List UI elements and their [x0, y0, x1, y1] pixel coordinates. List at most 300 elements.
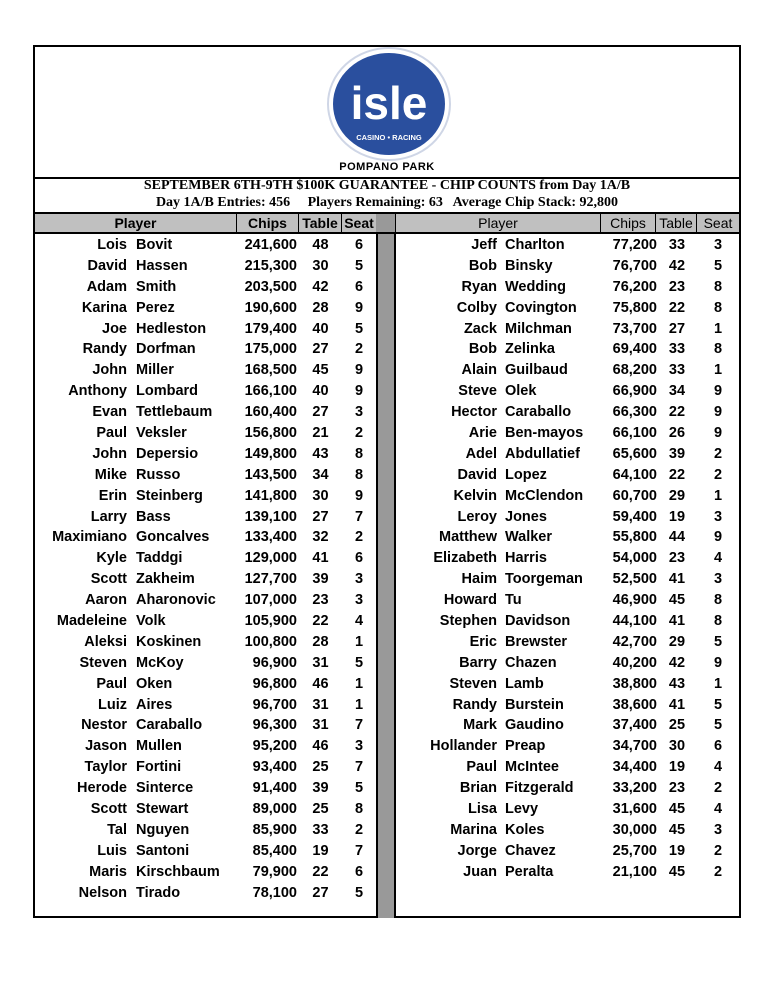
table-number: 39: [312, 780, 329, 797]
seat-number: 9: [354, 299, 364, 316]
chip-count: 105,900: [244, 613, 297, 630]
col-spacer: [376, 214, 396, 232]
player-row: [35, 885, 376, 906]
seat-number: 3: [713, 821, 723, 838]
player-last-name: Lamb: [505, 675, 544, 692]
chip-count: 168,500: [244, 362, 297, 379]
seat-number: 7: [354, 717, 364, 734]
table-number: 45: [668, 821, 686, 838]
table-number: 41: [668, 696, 686, 713]
chip-count: 54,000: [612, 550, 657, 567]
player-last-name: Koles: [505, 821, 545, 838]
table-number: 22: [668, 404, 686, 421]
player-last-name: Taddgi: [136, 550, 183, 567]
player-row: [35, 655, 376, 676]
table-number: 44: [668, 529, 686, 546]
chip-count: 76,200: [612, 278, 657, 295]
player-first-name: Steve: [458, 383, 497, 400]
table-number: 45: [668, 592, 686, 609]
player-first-name: Jorge: [457, 842, 497, 859]
table-number: 33: [668, 237, 686, 253]
seat-number: 5: [713, 257, 723, 274]
seat-number: 9: [354, 383, 364, 400]
player-first-name: Hollander: [430, 738, 497, 755]
player-first-name: Randy: [452, 696, 497, 713]
player-last-name: Aires: [136, 696, 173, 713]
chip-count: 107,000: [244, 592, 297, 609]
player-last-name: Nguyen: [136, 821, 190, 838]
right-header-row: [376, 212, 739, 234]
player-first-name: Luis: [97, 842, 127, 859]
seat-number: 2: [713, 842, 723, 859]
table-number: 48: [312, 237, 329, 253]
seat-number: 8: [713, 299, 723, 316]
player-last-name: Koskinen: [136, 633, 202, 650]
table-number: 46: [312, 675, 329, 692]
player-last-name: Binsky: [505, 257, 553, 274]
player-row: [396, 738, 739, 759]
table-number: 27: [668, 320, 686, 337]
table-number: 27: [312, 508, 329, 525]
player-last-name: Gaudino: [505, 717, 564, 734]
seat-number: 2: [713, 780, 723, 797]
chip-count: 66,100: [612, 425, 657, 442]
player-first-name: Leroy: [457, 508, 497, 525]
chip-count: 38,600: [612, 696, 657, 713]
player-row: [396, 634, 739, 655]
player-first-name: Joe: [102, 320, 127, 337]
col-chips: Chips: [237, 214, 299, 232]
player-row: [396, 279, 739, 300]
player-first-name: Scott: [90, 801, 127, 818]
player-row: [35, 383, 376, 404]
player-last-name: Bass: [136, 508, 171, 525]
player-first-name: Erin: [98, 487, 127, 504]
seat-number: 2: [713, 445, 723, 462]
table-number: 42: [312, 278, 329, 295]
player-first-name: Bob: [468, 341, 497, 358]
player-row: [35, 676, 376, 697]
col-player-right: Player: [396, 214, 601, 232]
table-number: 34: [668, 383, 686, 400]
table-number: 23: [668, 278, 686, 295]
seat-number: 5: [713, 696, 723, 713]
seat-number: 1: [713, 487, 723, 504]
seat-number: 7: [354, 508, 364, 525]
table-number: 22: [312, 863, 329, 880]
chip-count: 156,800: [244, 425, 297, 442]
seat-number: 9: [713, 383, 723, 400]
player-first-name: Brian: [459, 780, 497, 797]
table-number: 26: [668, 425, 686, 442]
player-first-name: Haim: [461, 571, 497, 588]
seat-number: 9: [713, 529, 723, 546]
chip-count: 46,900: [612, 592, 657, 609]
table-number: 19: [668, 842, 686, 859]
player-row: [35, 592, 376, 613]
table-number: 33: [312, 821, 329, 838]
player-last-name: Harris: [505, 550, 547, 567]
table-number: 31: [312, 654, 329, 671]
player-row: [35, 697, 376, 718]
player-last-name: Stewart: [136, 801, 189, 818]
player-first-name: Aaron: [85, 592, 127, 609]
player-last-name: Tirado: [136, 884, 181, 901]
isle-casino-logo: [326, 47, 452, 161]
player-last-name: Hedleston: [136, 320, 207, 337]
seat-number: 2: [713, 863, 723, 880]
player-last-name: Goncalves: [136, 529, 210, 546]
player-last-name: Caraballo: [136, 717, 203, 734]
player-first-name: Marina: [450, 821, 497, 838]
player-last-name: Covington: [505, 299, 577, 316]
table-number: 41: [668, 571, 686, 588]
seat-number: 3: [713, 571, 723, 588]
player-first-name: Nelson: [78, 884, 127, 901]
left-player-list: [35, 237, 376, 906]
player-row: [396, 759, 739, 780]
player-first-name: Colby: [456, 299, 497, 316]
chip-count: 31,600: [612, 801, 657, 818]
chip-count: 75,800: [612, 299, 657, 316]
player-last-name: Olek: [505, 383, 537, 400]
player-row: [35, 237, 376, 258]
chip-count: 42,700: [612, 633, 657, 650]
chip-count: 59,400: [612, 508, 657, 525]
seat-number: 2: [354, 529, 364, 546]
seat-number: 8: [354, 801, 364, 818]
seat-number: 3: [354, 404, 364, 421]
logo-area: [35, 47, 739, 179]
seat-number: 5: [713, 633, 723, 650]
player-first-name: Mike: [94, 466, 127, 483]
player-row: [35, 801, 376, 822]
player-row: [396, 613, 739, 634]
col-seat-right: Seat: [703, 215, 733, 231]
chip-count: 96,800: [252, 675, 297, 692]
chip-count: 85,400: [252, 842, 297, 859]
player-row: [396, 780, 739, 801]
seat-number: 8: [713, 341, 723, 358]
player-last-name: Volk: [136, 613, 166, 630]
player-first-name: Paul: [466, 759, 497, 776]
table-number: 19: [312, 842, 329, 859]
seat-number: 1: [713, 320, 723, 337]
player-last-name: Lombard: [136, 383, 199, 400]
player-row: [396, 801, 739, 822]
player-last-name: Perez: [136, 299, 175, 316]
player-first-name: Nestor: [81, 717, 127, 734]
player-row: [396, 321, 739, 342]
player-last-name: Steinberg: [136, 487, 203, 504]
player-last-name: Tettlebaum: [136, 404, 213, 421]
seat-number: 8: [713, 613, 723, 630]
player-last-name: Fortini: [136, 759, 182, 776]
chip-count: 68,200: [612, 362, 657, 379]
table-number: 41: [668, 613, 686, 630]
player-row: [35, 864, 376, 885]
player-last-name: Zakheim: [136, 571, 195, 588]
player-last-name: Smith: [136, 278, 177, 295]
player-first-name: Ryan: [461, 278, 497, 295]
player-last-name: Hassen: [136, 257, 188, 274]
player-last-name: Depersio: [136, 445, 199, 462]
player-row: [35, 341, 376, 362]
player-last-name: Russo: [136, 466, 181, 483]
table-number: 33: [668, 362, 686, 379]
table-number: 30: [312, 487, 329, 504]
player-last-name: Caraballo: [505, 404, 572, 421]
seat-number: 1: [713, 675, 723, 692]
player-row: [35, 529, 376, 550]
table-number: 25: [668, 717, 686, 734]
player-row: [35, 717, 376, 738]
player-row: [396, 822, 739, 843]
player-last-name: Miller: [136, 362, 174, 379]
player-row: [396, 717, 739, 738]
player-first-name: John: [92, 445, 127, 462]
player-last-name: Lopez: [505, 466, 547, 483]
chip-count: 44,100: [612, 613, 657, 630]
table-number: 22: [668, 466, 686, 483]
player-last-name: Wedding: [505, 278, 566, 295]
player-first-name: John: [92, 362, 127, 379]
player-first-name: Larry: [90, 508, 127, 525]
chip-count: 21,100: [612, 863, 657, 880]
player-last-name: Mullen: [136, 738, 182, 755]
player-last-name: Sinterce: [136, 780, 194, 797]
seat-number: 8: [713, 278, 723, 295]
seat-number: 5: [354, 257, 364, 274]
player-row: [396, 404, 739, 425]
table-number: 43: [668, 675, 686, 692]
player-first-name: Jason: [85, 738, 127, 755]
table-number: 39: [312, 571, 329, 588]
seat-number: 8: [713, 592, 723, 609]
seat-number: 9: [354, 362, 364, 379]
player-last-name: McKoy: [136, 654, 184, 671]
chip-count: 79,900: [252, 863, 297, 880]
player-last-name: Chazen: [505, 654, 557, 671]
player-first-name: Kelvin: [453, 487, 497, 504]
player-row: [396, 697, 739, 718]
seat-number: 2: [713, 466, 723, 483]
player-row: [35, 571, 376, 592]
player-first-name: Howard: [443, 592, 497, 609]
table-number: 19: [668, 508, 686, 525]
player-first-name: Madeleine: [56, 613, 127, 630]
chip-count: 73,700: [612, 320, 657, 337]
player-last-name: McIntee: [505, 759, 559, 776]
chip-count: 215,300: [244, 257, 297, 274]
player-first-name: Herode: [77, 780, 127, 797]
player-first-name: Luiz: [98, 696, 127, 713]
table-number: 19: [668, 759, 686, 776]
player-first-name: David: [87, 257, 127, 274]
player-last-name: Aharonovic: [136, 592, 216, 609]
player-row: [396, 571, 739, 592]
chip-count: 33,200: [612, 780, 657, 797]
player-first-name: Eric: [469, 633, 497, 650]
table-number: 45: [312, 362, 329, 379]
seat-number: 3: [713, 237, 723, 253]
seat-number: 2: [354, 821, 364, 838]
chip-count: 34,400: [612, 759, 657, 776]
player-last-name: Santoni: [136, 842, 190, 859]
player-first-name: Juan: [463, 863, 497, 880]
seat-number: 6: [713, 738, 723, 755]
chip-count: 241,600: [244, 237, 297, 253]
player-row: [396, 509, 739, 530]
chip-count: 190,600: [244, 299, 297, 316]
seat-number: 8: [354, 445, 364, 462]
player-first-name: Evan: [92, 404, 127, 421]
chip-count: 149,800: [244, 445, 297, 462]
player-first-name: Adam: [86, 278, 127, 295]
player-row: [35, 780, 376, 801]
right-player-list: [396, 237, 739, 885]
chip-count: 38,800: [612, 675, 657, 692]
seat-number: 6: [354, 278, 364, 295]
table-number: 33: [668, 341, 686, 358]
chip-count: 89,000: [252, 801, 297, 818]
player-row: [35, 300, 376, 321]
seat-number: 9: [713, 654, 723, 671]
table-number: 45: [668, 801, 686, 818]
player-first-name: David: [457, 466, 497, 483]
chip-count: 52,500: [612, 571, 657, 588]
player-row: [35, 509, 376, 530]
chip-count: 127,700: [244, 571, 297, 588]
table-number: 27: [312, 404, 329, 421]
table-number: 27: [312, 341, 329, 358]
chip-count: 133,400: [244, 529, 297, 546]
table-number: 32: [312, 529, 329, 546]
chip-count: 60,700: [612, 487, 657, 504]
seat-number: 8: [354, 466, 364, 483]
logo-tagline-text: CASINO • RACING: [356, 133, 422, 142]
chip-count: 37,400: [612, 717, 657, 734]
player-last-name: McClendon: [505, 487, 584, 504]
seat-number: 5: [713, 717, 723, 734]
player-row: [396, 258, 739, 279]
player-first-name: Lisa: [467, 801, 497, 818]
col-table-right: Table: [656, 214, 697, 232]
player-first-name: Scott: [90, 571, 127, 588]
table-number: 23: [668, 550, 686, 567]
player-row: [35, 258, 376, 279]
player-row: [396, 843, 739, 864]
seat-number: 5: [354, 780, 364, 797]
chip-count: 69,400: [612, 341, 657, 358]
seat-number: 9: [354, 487, 364, 504]
player-last-name: Guilbaud: [505, 362, 568, 379]
player-first-name: Arie: [468, 425, 497, 442]
seat-number: 7: [354, 842, 364, 859]
player-row: [396, 864, 739, 885]
player-row: [35, 446, 376, 467]
headline-title: SEPTEMBER 6TH-9TH $100K GUARANTEE - CHIP COUNTS from Day 1A/B: [143, 178, 631, 193]
player-last-name: Ben-mayos: [505, 425, 584, 442]
chip-count: 91,400: [252, 780, 297, 797]
player-row: [35, 759, 376, 780]
col-seat: Seat: [344, 215, 374, 231]
player-first-name: Maris: [89, 863, 127, 880]
player-first-name: Paul: [96, 675, 127, 692]
seat-number: 1: [354, 633, 364, 650]
seat-number: 9: [713, 425, 723, 442]
player-row: [396, 529, 739, 550]
player-first-name: Matthew: [439, 529, 497, 546]
player-first-name: Bob: [468, 257, 497, 274]
seat-number: 6: [354, 237, 364, 253]
player-last-name: Zelinka: [505, 341, 555, 358]
player-first-name: Steven: [79, 654, 127, 671]
player-last-name: Abdullatief: [505, 445, 580, 462]
column-divider: [376, 234, 396, 918]
player-first-name: Alain: [461, 362, 497, 379]
table-number: 30: [668, 738, 686, 755]
seat-number: 4: [713, 759, 723, 776]
chip-count: 78,100: [252, 884, 297, 901]
player-first-name: Zack: [463, 320, 497, 337]
player-row: [35, 362, 376, 383]
player-last-name: Burstein: [505, 696, 564, 713]
chip-count: 139,100: [244, 508, 297, 525]
player-first-name: Hector: [451, 404, 497, 421]
table-number: 43: [312, 445, 329, 462]
player-last-name: Davidson: [505, 613, 571, 630]
table-number: 27: [312, 884, 329, 901]
table-number: 29: [668, 633, 686, 650]
chip-count: 141,800: [244, 487, 297, 504]
table-number: 23: [668, 780, 686, 797]
chip-count: 66,900: [612, 383, 657, 400]
seat-number: 4: [354, 613, 364, 630]
player-row: [396, 676, 739, 697]
player-row: [35, 613, 376, 634]
player-first-name: Maximiano: [52, 529, 127, 546]
seat-number: 5: [354, 320, 364, 337]
player-first-name: Steven: [449, 675, 497, 692]
table-number: 34: [312, 466, 329, 483]
player-row: [35, 425, 376, 446]
chip-count: 40,200: [612, 654, 657, 671]
seat-number: 4: [713, 550, 723, 567]
table-number: 30: [312, 257, 329, 274]
table-number: 42: [668, 257, 686, 274]
seat-number: 3: [354, 571, 364, 588]
seat-number: 2: [354, 341, 364, 358]
seat-number: 2: [354, 425, 364, 442]
table-number: 42: [668, 654, 686, 671]
player-row: [396, 300, 739, 321]
chip-count: 96,900: [252, 654, 297, 671]
player-last-name: Oken: [136, 675, 173, 692]
player-last-name: Kirschbaum: [136, 863, 220, 880]
left-header-row: [35, 212, 376, 234]
player-row: [35, 843, 376, 864]
player-first-name: Kyle: [96, 550, 127, 567]
seat-number: 6: [354, 863, 364, 880]
chip-count: 129,000: [244, 550, 297, 567]
seat-number: 5: [354, 654, 364, 671]
seat-number: 1: [354, 675, 364, 692]
headline-stats: Day 1A/B Entries: 456 Players Remaining: 63 Average Chip Stack: 92,800: [155, 195, 619, 210]
player-row: [35, 321, 376, 342]
seat-number: 3: [354, 592, 364, 609]
player-row: [396, 550, 739, 571]
